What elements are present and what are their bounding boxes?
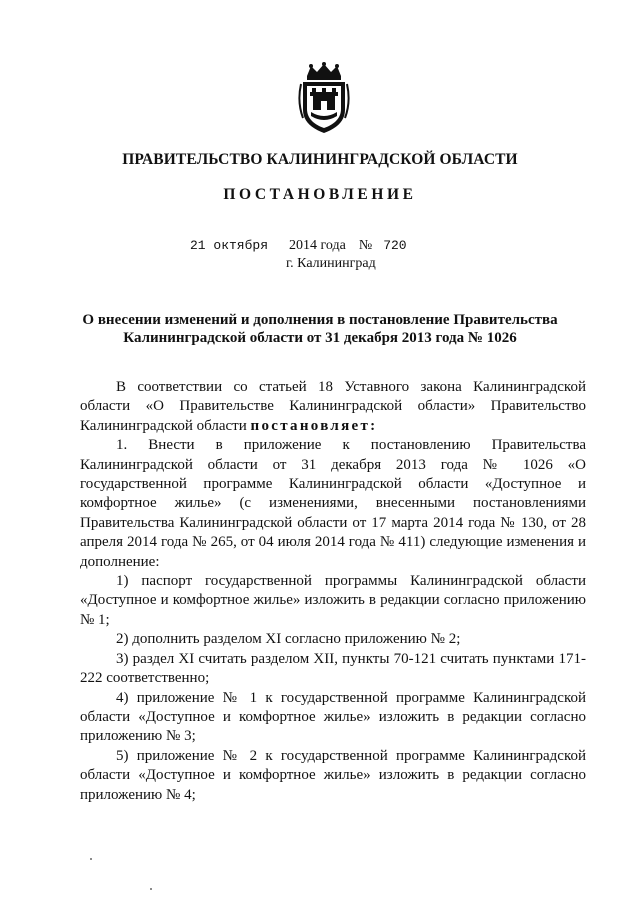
preamble-text: В соответствии со статьей 18 Уставного закона Калининградской области «О Правительстве Калининградской области» Правительство Калининградской области (80, 379, 586, 434)
scan-speck (90, 858, 92, 860)
city: г. Калининград (286, 256, 376, 271)
subject-line-1: О внесении изменений и дополнения в постановление Правительства (82, 312, 558, 328)
resolves-word: постановляет: (250, 417, 378, 434)
date-year: 2014 года (289, 238, 346, 253)
subitem-3: 3) раздел XI считать разделом XII, пункты 70-121 считать пунктами 171-222 соответственно; (80, 650, 586, 687)
date-day-month: 21 октября (190, 238, 269, 253)
subject-line-2: Калининградской области от 31 декабря 2013 года № 1026 (123, 330, 517, 346)
number-sign: № (358, 238, 373, 253)
subitem-5: 5) приложение № 2 к государственной программе Калининградской области «Доступное и комфортное жилье» изложить в редакции согласно приложению № 4; (80, 747, 586, 803)
document-body (80, 378, 586, 805)
coat-of-arms-icon (297, 62, 351, 134)
subitem-2: 2) дополнить разделом XI согласно приложению № 2; (116, 631, 461, 648)
document-subject (70, 311, 570, 347)
date-line (190, 238, 407, 254)
scan-speck (150, 888, 152, 890)
government-title: ПРАВИТЕЛЬСТВО КАЛИНИНГРАДСКОЙ ОБЛАСТИ (122, 151, 518, 168)
preamble-paragraph (80, 378, 586, 436)
document-number: 720 (383, 238, 407, 253)
subitem-4: 4) приложение № 1 к государственной программе Калининградской области «Доступное и комфортное жилье» изложить в редакции согласно приложению № 3; (80, 689, 586, 745)
document-type: ПОСТАНОВЛЕНИЕ (223, 186, 417, 203)
subitem-1: 1) паспорт государственной программы Калининградской области «Доступное и комфортное жилье» изложить в редакции согласно приложению № 1; (80, 573, 586, 628)
item-1: 1. Внести в приложение к постановлению Правительства Калининградской области от 31 декабря 2013 года № 1026 «О государственной программе Калининградской области «Доступное и комфортное жилье» (с изменениями, внесенными постановлениями Правительства Калининградской области от 17 марта 2014 года № 130, от 28 апреля 2014 года № 265, от 04 июля 2014 года № 411) следующие изменения и дополнение: (80, 437, 586, 570)
